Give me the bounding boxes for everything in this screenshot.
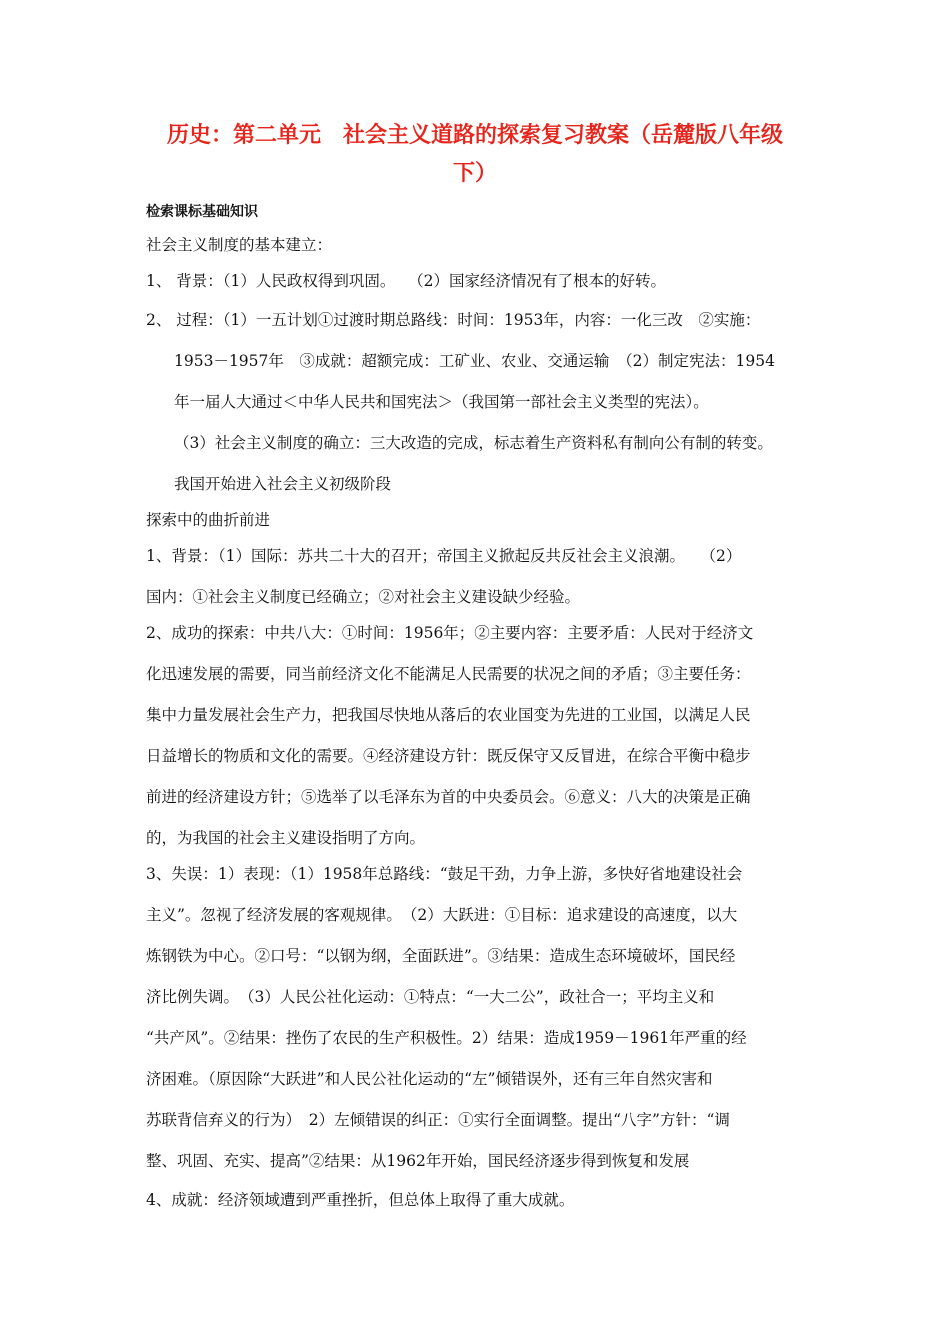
text-line: 济困难。（原因除“大跃进”和人民公社化运动的“左”倾错误外，还有三年自然灾害和: [146, 1070, 713, 1088]
text-line: 年一届人大通过＜中华人民共和国宪法＞（我国第一部社会主义类型的宪法）。: [174, 393, 709, 411]
text-line: 集中力量发展社会生产力，把我国尽快地从落后的农业国变为先进的工业国，以满足人民: [146, 706, 751, 724]
text-line: 4、成就：经济领域遭到严重挫折，但总体上取得了重大成就。: [146, 1191, 575, 1209]
document-title-line-1: 历史：第二单元 社会主义道路的探索复习教案（岳麓版八年级: [166, 123, 783, 148]
text-line: 1、背景：（1）国际：苏共二十大的召开；帝国主义掀起反共反社会主义浪潮。 （2）: [146, 547, 742, 565]
text-line: 整、巩固、充实、提高”②结果：从1962年开始，国民经济逐步得到恢复和发展: [146, 1152, 690, 1170]
text-line: 3、失误：1）表现：（1）1958年总路线：“鼓足干劲，力争上游，多快好省地建设社会: [146, 865, 743, 883]
text-line: 2、 过程：（1）一五计划①过渡时期总路线：时间：1953年，内容：一化三改 ②实施：: [146, 311, 761, 329]
text-line: 苏联背信弃义的行为） 2）左倾错误的纠正：①实行全面调整。提出“八字”方针：“调: [146, 1111, 730, 1129]
text-line: 探索中的曲折前进: [146, 511, 271, 529]
text-line: 济比例失调。 （3）人民公社化运动：①特点：“一大二公”，政社合一；平均主义和: [146, 988, 715, 1006]
text-line: 的，为我国的社会主义建设指明了方向。: [146, 829, 426, 847]
text-line: 化迅速发展的需要，同当前经济文化不能满足人民需要的状况之间的矛盾；③主要任务：: [146, 665, 751, 683]
text-line: 2、成功的探索：中共八大：①时间：1956年；②主要内容：主要矛盾：人民对于经济文: [146, 624, 754, 642]
text-line: 我国开始进入社会主义初级阶段: [174, 475, 392, 493]
text-line: 1953－1957年 ③成就：超额完成：工矿业、农业、交通运输 （2）制定宪法：1954: [174, 352, 775, 370]
text-line: 炼钢铁为中心。②口号：“以钢为纲，全面跃进”。③结果：造成生态环境破坏，国民经: [146, 947, 736, 965]
text-line: 日益增长的物质和文化的需要。④经济建设方针：既反保守又反冒进，在综合平衡中稳步: [146, 747, 751, 765]
text-line: 国内：①社会主义制度已经确立；②对社会主义建设缺少经验。: [146, 588, 581, 606]
text-line: 主义”。忽视了经济发展的客观规律。 （2）大跃进：①目标：追求建设的高速度，以大: [146, 906, 738, 924]
text-line: “共产风”。②结果：挫伤了农民的生产积极性。2）结果：造成1959－1961年严重的经: [146, 1029, 747, 1047]
text-line: 1、 背景：（1）人民政权得到巩固。 （2）国家经济情况有了根本的好转。: [146, 272, 666, 290]
text-line: （3）社会主义制度的确立：三大改造的完成，标志着生产资料私有制向公有制的转变。: [174, 434, 773, 452]
text-line: 社会主义制度的基本建立：: [146, 236, 333, 254]
text-line: 前进的经济建设方针；⑤选举了以毛泽东为首的中央委员会。⑥意义：八大的决策是正确: [146, 788, 751, 806]
section-heading: 检索课标基础知识: [146, 204, 258, 220]
document-title-line-2: 下）: [452, 161, 497, 186]
